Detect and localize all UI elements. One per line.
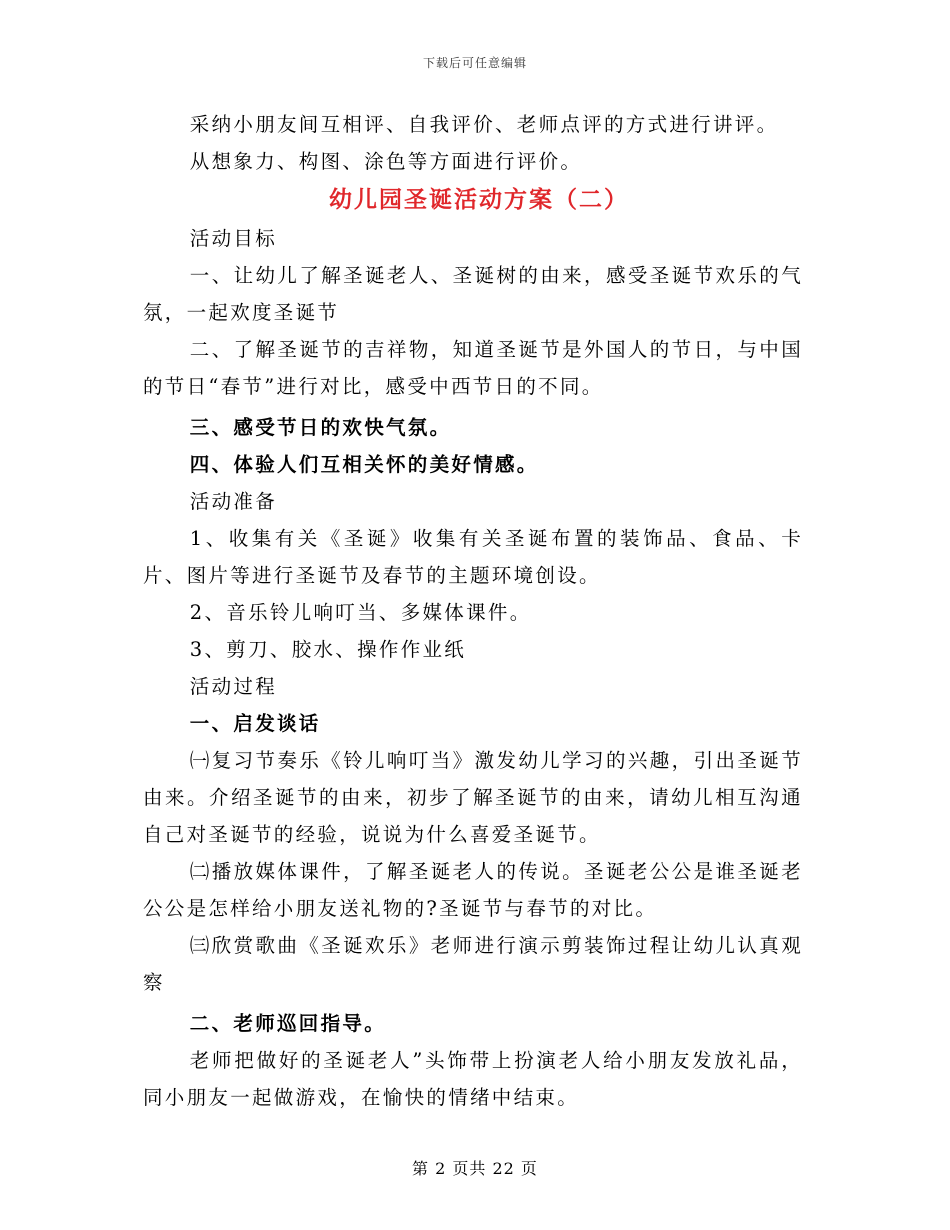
goal-item-2: 二、了解圣诞节的吉祥物，知道圣诞节是外国人的节日，与中国的节日“春节”进行对比，感受中西节日的不同。 — [143, 338, 803, 398]
process-substep-1: ㈠复习节奏乐《铃儿响叮当》激发幼儿学习的兴趣，引出圣诞节由来。介绍圣诞节的由来，初步了解圣诞节的由来，请幼儿相互沟通自己对圣诞节的经验，说说为什么喜爱圣诞节。 — [143, 749, 803, 846]
goal-item-1: 一、让幼儿了解圣诞老人、圣诞树的由来，感受圣诞节欢乐的气氛，一起欢度圣诞节 — [143, 264, 803, 324]
heading-activity-process: 活动过程 — [189, 675, 277, 698]
paragraph-peer-review: 采纳小朋友间互相评、自我评价、老师点评的方式进行讲评。 — [189, 113, 779, 136]
section-title: 幼儿园圣诞活动方案（二） — [329, 187, 629, 213]
heading-activity-preparation: 活动准备 — [189, 490, 277, 513]
process-step-1-heading: 一、启发谈话 — [189, 712, 321, 735]
goal-item-4: 四、体验人们互相关怀的美好情感。 — [189, 453, 539, 476]
goal-item-3: 三、感受节日的欢快气氛。 — [189, 416, 452, 439]
paragraph-evaluation-criteria: 从想象力、构图、涂色等方面进行评价。 — [189, 150, 583, 173]
prep-item-2: 2、音乐铃儿响叮当、多媒体课件。 — [189, 601, 532, 624]
prep-item-1: 1、收集有关《圣诞》收集有关圣诞布置的装饰品、食品、卡片、图片等进行圣诞节及春节的主题环境创设。 — [143, 527, 803, 587]
process-substep-3: ㈢欣赏歌曲《圣诞欢乐》老师进行演示剪装饰过程让幼儿认真观察 — [143, 934, 803, 994]
process-step-2-heading: 二、老师巡回指导。 — [189, 1012, 386, 1035]
page-footer: 第 2 页共 22 页 — [412, 1159, 538, 1178]
page-header: 下载后可任意编辑 — [422, 56, 527, 70]
prep-item-3: 3、剪刀、胶水、操作作业纸 — [189, 638, 467, 661]
heading-activity-goals: 活动目标 — [189, 227, 277, 250]
process-closing: 老师把做好的圣诞老人”头饰带上扮演老人给小朋友发放礼品，同小朋友一起做游戏，在愉快的情绪中结束。 — [143, 1049, 803, 1109]
document-body — [143, 106, 803, 1116]
process-substep-2: ㈡播放媒体课件，了解圣诞老人的传说。圣诞老公公是谁圣诞老公公是怎样给小朋友送礼物的?圣诞节与春节的对比。 — [143, 860, 803, 920]
